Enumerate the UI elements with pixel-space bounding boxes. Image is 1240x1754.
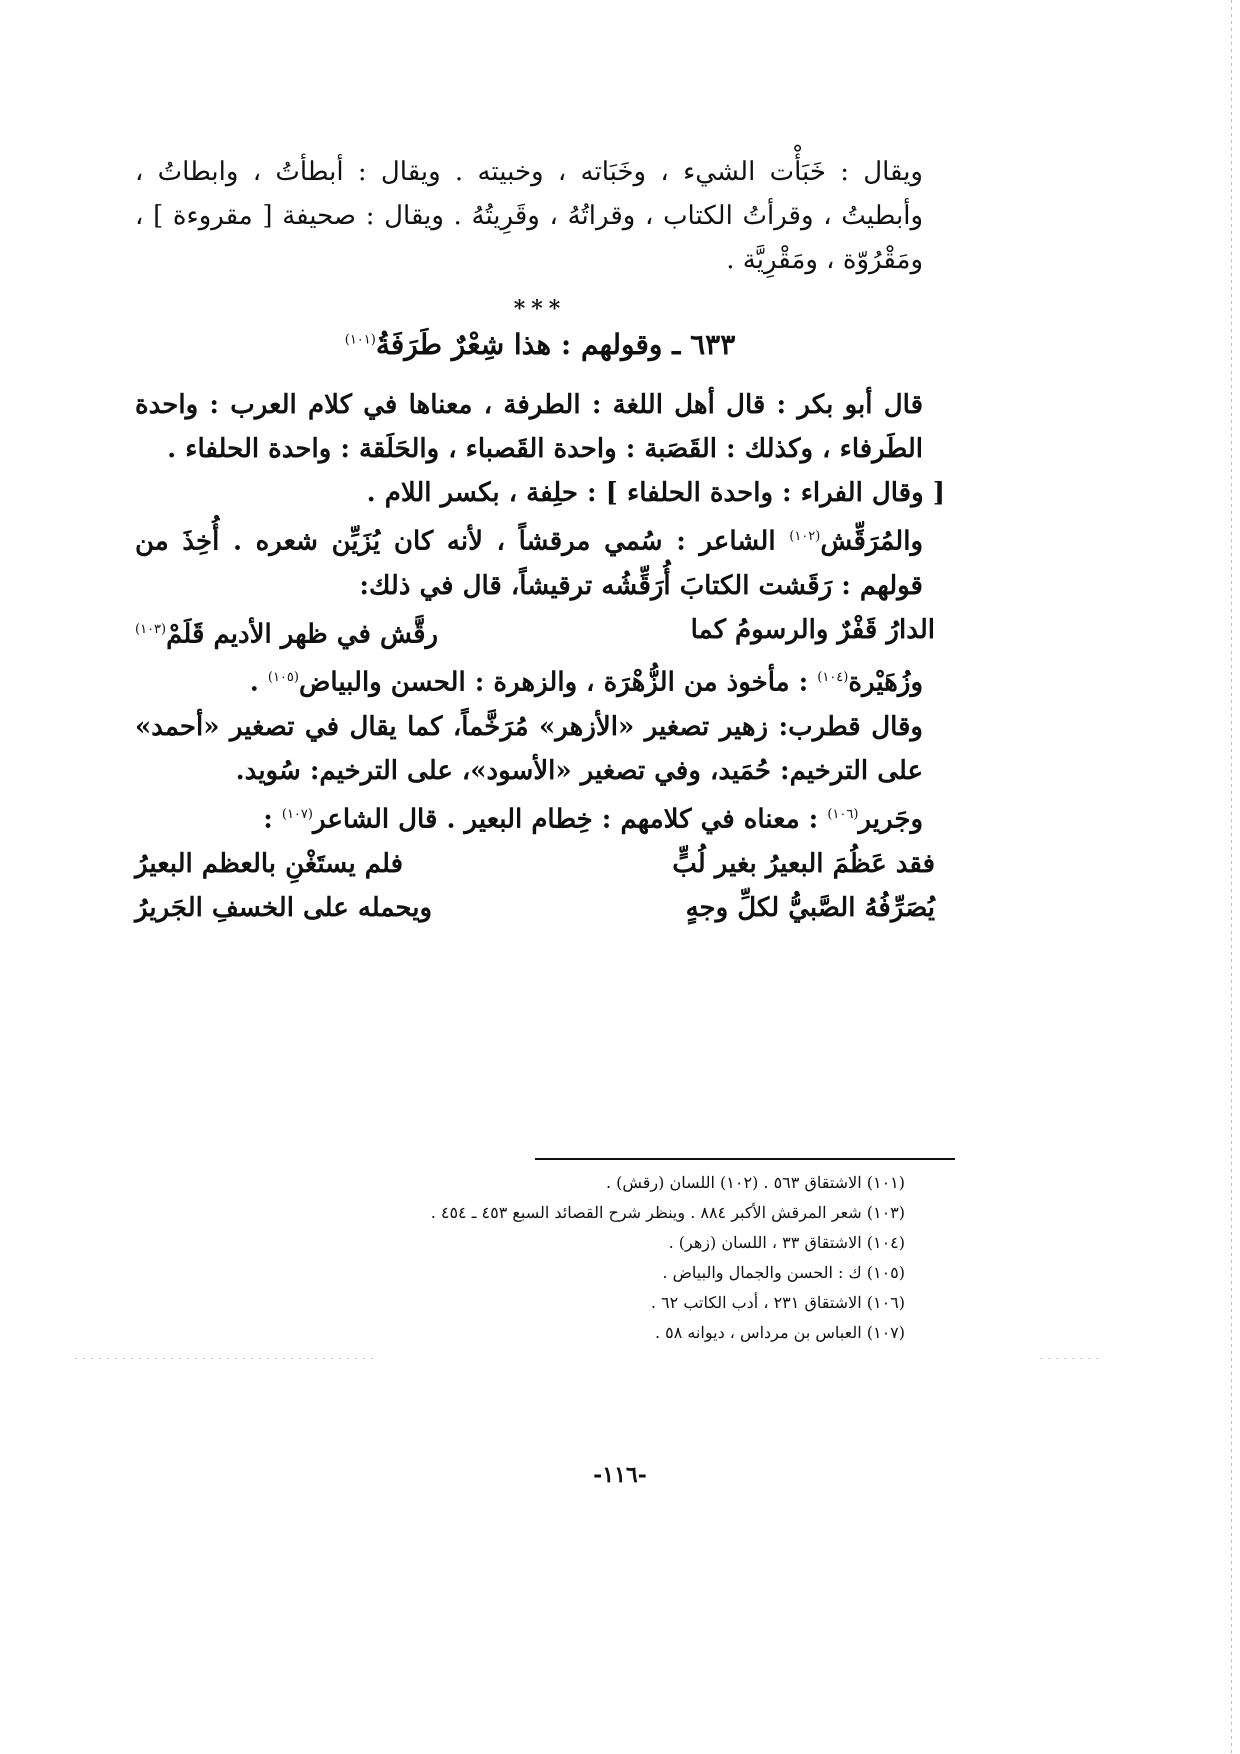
footnote-ref: (١٠٣) bbox=[135, 621, 167, 637]
paragraph-3: [ وقال الفراء : واحدة الحلفاء ] : حلِفة ، بكسر اللام . bbox=[366, 478, 945, 508]
footnote-ref: (١٠١) bbox=[344, 332, 376, 348]
term-muraqqish: والمُرَقِّش bbox=[820, 526, 923, 557]
paragraph-5-end: . bbox=[249, 667, 268, 698]
entry-heading-text: ٦٣٣ ـ وقولهم : هذا شِعْرٌ طَرَفَةُ bbox=[375, 328, 736, 361]
footnote-ref: (١٠٤) bbox=[817, 670, 849, 686]
paragraph-7-text: : معناه في كلامهم : خِطام البعير . قال الشاعر bbox=[312, 804, 828, 835]
verse-line-1 bbox=[135, 608, 945, 657]
footnote: (١٠٦) الاشتقاق ٢٣١ ، أدب الكاتب ٦٢ . bbox=[650, 1293, 905, 1312]
verse-3-second-hemistich: ويحمله على الخسفِ الجَريرُ bbox=[135, 892, 432, 923]
footnote-ref: (١٠٥) bbox=[267, 670, 299, 686]
paragraph-7 bbox=[135, 793, 945, 842]
verse-2-first-hemistich: فقد عَظُمَ البعيرُ بغير لُبٍّ bbox=[672, 848, 935, 879]
section-separator: *** bbox=[513, 296, 567, 322]
paragraph-4 bbox=[135, 515, 945, 608]
verse-1-second-hemistich bbox=[135, 608, 535, 657]
footnote: (١٠٣) شعر المرقش الأكبر ٨٨٤ . وينظر شرح القصائد السبع ٤٥٣ ـ ٤٥٤ . bbox=[430, 1203, 905, 1222]
entry-heading bbox=[135, 328, 945, 361]
paragraph-5-text: : مأخوذ من الزُّهْرَة ، والزهرة : الحسن والبياض bbox=[298, 667, 818, 698]
page-body bbox=[135, 150, 945, 930]
verse-1-first-hemistich: الدارُ قَفْرٌ والرسومُ كما bbox=[690, 614, 935, 645]
footnote: (١٠٤) الاشتقاق ٣٣ ، اللسان (زهر) . bbox=[668, 1233, 905, 1252]
footnote: (١٠٧) العباس بن مرداس ، ديوانه ٥٨ . bbox=[654, 1323, 905, 1342]
paragraph-1: ويقال : خَبَأْت الشيء ، وخَبَاته ، وخبيته . ويقال : أبطأتُ ، وابطاتُ ، وأبطيتُ ، وقرأتُ الكتاب ، وقراتُهُ ، وقَرِيتُهُ . ويقال : صحيفة [ مقروءة ] ، ومَقْرُوّة ، ومَقْرِيَّة . bbox=[135, 157, 923, 275]
verse-3-first-hemistich: يُصَرِّفُهُ الصَّبيُّ لكلِّ وجهٍ bbox=[685, 892, 935, 923]
paragraph-7-end: : bbox=[263, 804, 282, 835]
footnote-ref: (١٠٦) bbox=[827, 806, 859, 822]
verse-2-second-hemistich: فلم يستَغْنِ بالعظم البعيرُ bbox=[135, 848, 404, 879]
scan-edge-line bbox=[1231, 0, 1232, 1754]
scan-dots-right bbox=[1040, 1358, 1100, 1359]
footnote-ref: (١٠٧) bbox=[281, 806, 313, 822]
verse-1-second-text: رقَّش في ظهر الأديم قَلَمْ bbox=[166, 619, 439, 650]
page-number: -١١٦- bbox=[593, 1462, 647, 1488]
term-zuhayra: وزُهَيْرة bbox=[848, 667, 923, 698]
verse-line-3 bbox=[135, 886, 945, 930]
footnotes bbox=[330, 1168, 905, 1348]
term-jarir: وجَرير bbox=[858, 804, 923, 835]
footnote: (١٠٥) ك : الحسن والجمال والبياض . bbox=[662, 1263, 905, 1282]
paragraph-5 bbox=[135, 656, 945, 705]
scan-dots-left bbox=[75, 1358, 375, 1359]
paragraph-4-text: الشاعر : سُمي مرقشاً ، لأنه كان يُزَيِّن شعره . أُخِذَ من قولهم : رَقَشت الكتابَ أُرَقِّشُه ترقيشاً، قال في ذلك: bbox=[135, 526, 923, 601]
footnote: (١٠١) الاشتقاق ٥٦٣ . (١٠٢) اللسان (رقش) . bbox=[605, 1173, 905, 1192]
verse-line-2 bbox=[135, 842, 945, 886]
paragraph-6: وقال قطرب: زهير تصغير «الأزهر» مُرَخَّماً، كما يقال في تصغير «أحمد» على الترخيم: حُمَيد، وفي تصغير «الأسود»، على الترخيم: سُويد. bbox=[135, 711, 923, 786]
footnote-ref: (١٠٢) bbox=[789, 529, 821, 544]
paragraph-2: قال أبو بكر : قال أهل اللغة : الطرفة ، معناها في كلام العرب : واحدة الطَرفاء ، وكذلك : القَصَبة : واحدة القَصباء ، والحَلَقة : واحدة الحلفاء . bbox=[135, 390, 923, 464]
footnote-rule bbox=[535, 1158, 955, 1160]
